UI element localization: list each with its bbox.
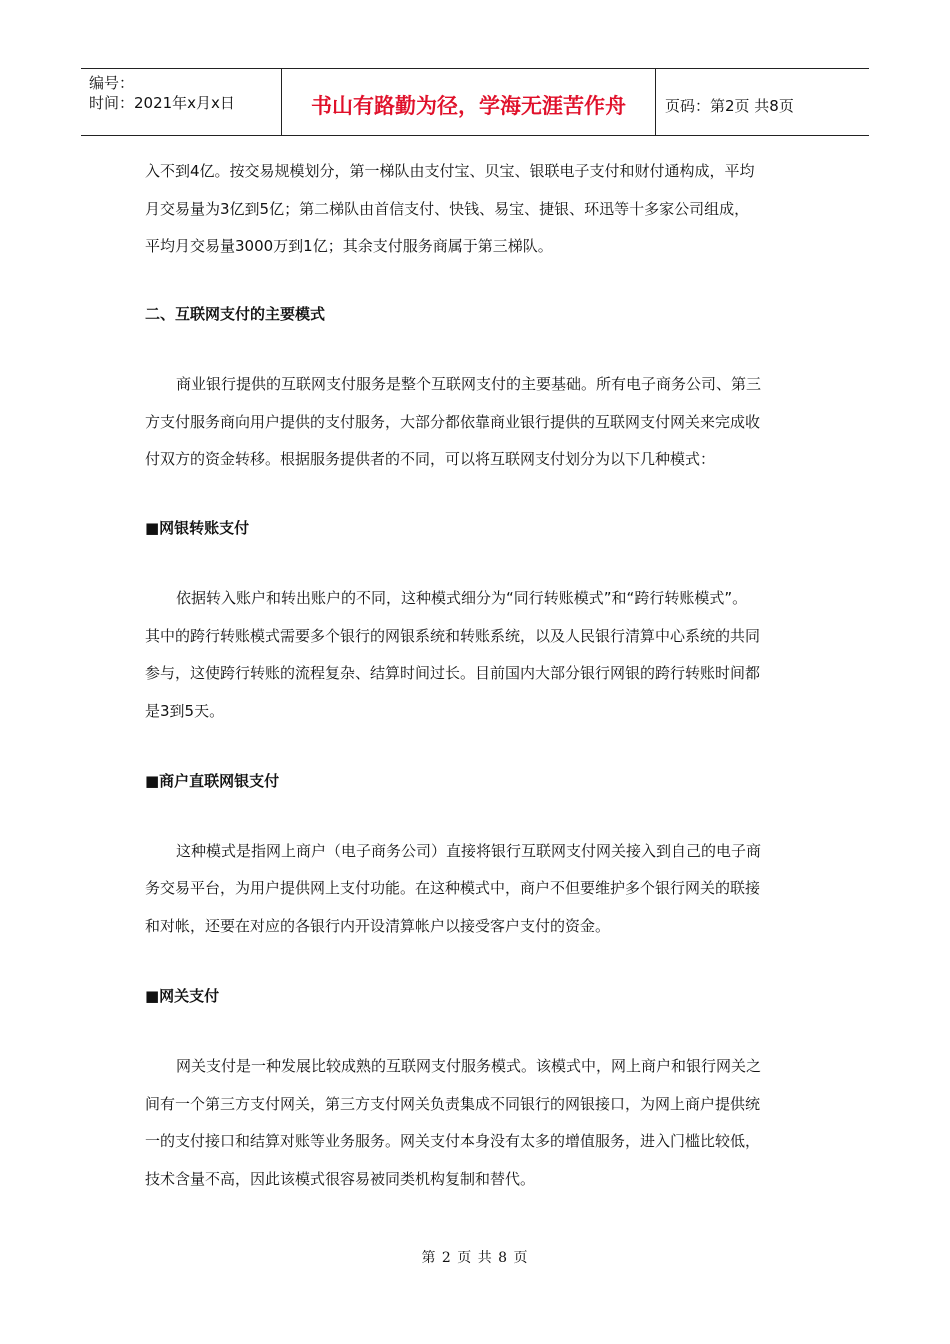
paragraph-line: 技术含量不高，因此该模式很容易被同类机构复制和替代。 <box>145 1170 536 1188</box>
subsection-heading: ■网银转账支付 <box>145 519 250 537</box>
header-meta <box>81 69 282 135</box>
paragraph-line: 务交易平台，为用户提供网上支付功能。在这种模式中，商户不但要维护多个银行网关的联接 <box>145 879 761 897</box>
paragraph-line: 间有一个第三方支付网关，第三方支付网关负责集成不同银行的网银接口，为网上商户提供统 <box>145 1095 761 1113</box>
header-motto: 书山有路勤为径，学海无涯苦作舟 <box>282 69 656 135</box>
paragraph-line: 这种模式是指网上商户（电子商务公司）直接将银行互联网支付网关接入到自己的电子商 <box>176 842 762 860</box>
paragraph-line: 和对帐，还要在对应的各银行内开设清算帐户以接受客户支付的资金。 <box>145 917 611 935</box>
document-time-label: 时间：2021年x月x日 <box>89 94 235 112</box>
paragraph-line: 网关支付是一种发展比较成熟的互联网支付服务模式。该模式中，网上商户和银行网关之 <box>176 1057 762 1075</box>
paragraph-line: 平均月交易量3000万到1亿；其余支付服务商属于第三梯队。 <box>145 237 553 255</box>
paragraph-line: 一的支付接口和结算对账等业务服务。网关支付本身没有太多的增值服务，进入门槛比较低， <box>145 1132 761 1150</box>
paragraph-line: 参与，这使跨行转账的流程复杂、结算时间过长。目前国内大部分银行网银的跨行转账时间都 <box>145 664 761 682</box>
paragraph-line: 是3到5天。 <box>145 702 225 720</box>
document-number-label: 编号： <box>89 74 135 92</box>
paragraph-line: 付双方的资金转移。根据服务提供者的不同，可以将互联网支付划分为以下几种模式： <box>145 450 716 468</box>
page-footer: 第 2 页 共 8 页 <box>421 1250 529 1266</box>
header-page-info: 页码：第2页 共8页 <box>665 96 794 115</box>
section-heading: 二、互联网支付的主要模式 <box>145 305 326 323</box>
subsection-heading: ■网关支付 <box>145 987 220 1005</box>
paragraph-line: 依据转入账户和转出账户的不同，这种模式细分为“同行转账模式”和“跨行转账模式”。 <box>176 589 748 607</box>
paragraph-line: 月交易量为3亿到5亿；第二梯队由首信支付、快钱、易宝、捷银、环迅等十多家公司组成， <box>145 200 750 218</box>
subsection-heading: ■商户直联网银支付 <box>145 772 280 790</box>
paragraph-line: 其中的跨行转账模式需要多个银行的网银系统和转账系统，以及人民银行清算中心系统的共同 <box>145 627 761 645</box>
paragraph-line: 商业银行提供的互联网支付服务是整个互联网支付的主要基础。所有电子商务公司、第三 <box>176 375 762 393</box>
page-header <box>81 68 869 136</box>
paragraph-line: 入不到4亿。按交易规模划分，第一梯队由支付宝、贝宝、银联电子支付和财付通构成，平均 <box>145 162 755 180</box>
paragraph-line: 方支付服务商向用户提供的支付服务，大部分都依靠商业银行提供的互联网支付网关来完成收 <box>145 413 761 431</box>
